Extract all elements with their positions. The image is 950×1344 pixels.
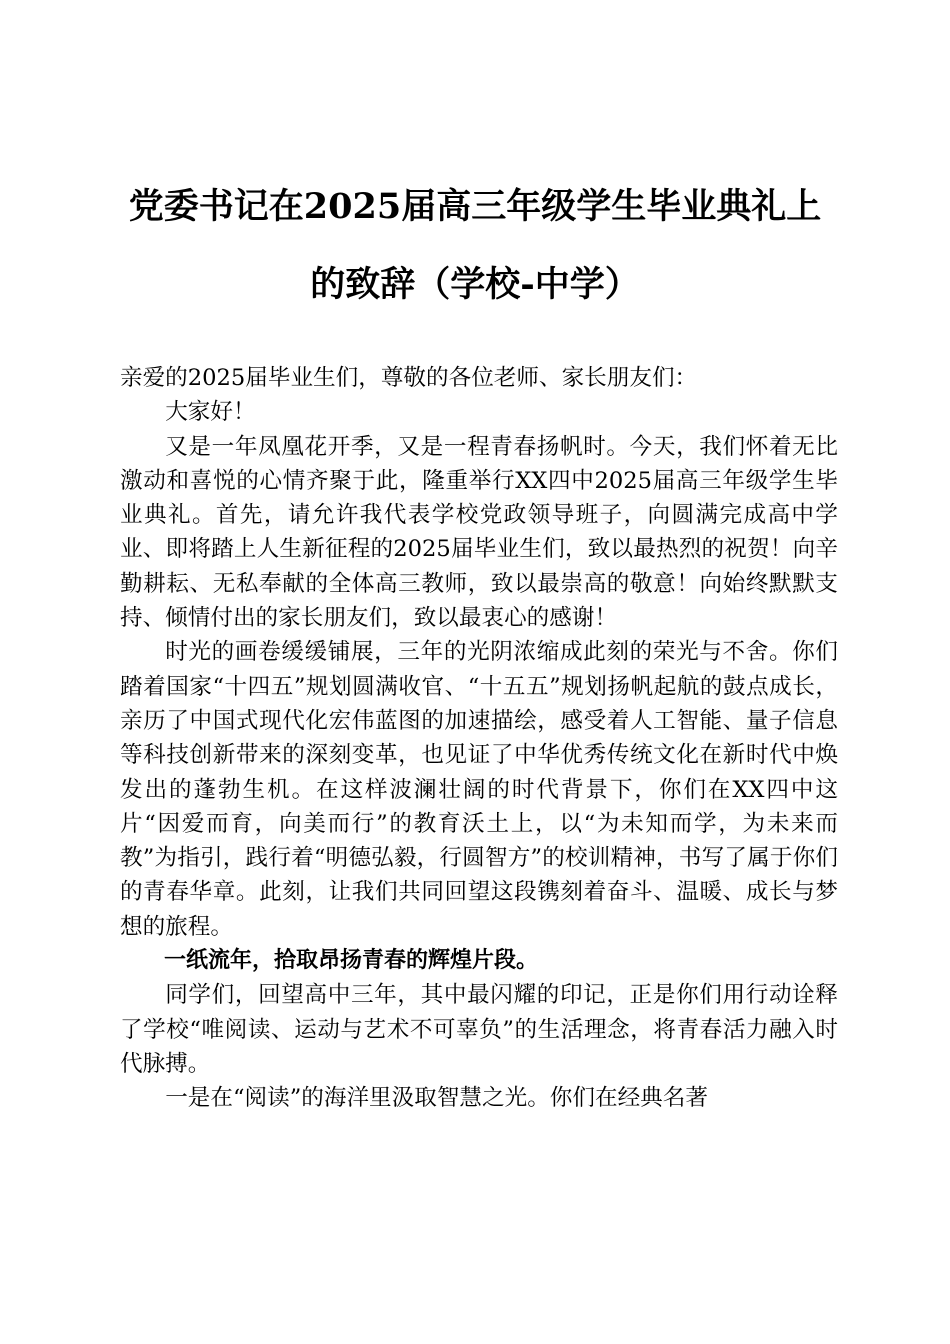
paragraph-opening: 又是一年凤凰花开季，又是一程青春扬帆时。今天，我们怀着无比激动和喜悦的心情齐聚于此，隆重举行XX四中2025届高三年级学生毕业典礼。首先，请允许我代表学校党政领导班子，向圆满完成高中学业、即将踏上人生新征程的2025届毕业生们，致以最热烈的祝贺！向辛勤耕耘、无私奉献的全体高三教师，致以最崇高的敬意！向始终默默支持、倾情付出的家长朋友们，致以最衷心的感谢！ (120, 433, 838, 632)
greeting: 大家好！ (165, 399, 256, 426)
document-title (110, 168, 840, 324)
title-line-2: 的致辞（学校-中学） (310, 264, 640, 305)
title-line-1: 党委书记在2025届高三年级学生毕业典礼上 (128, 186, 822, 227)
document-body (120, 361, 838, 1116)
paragraph-students-review: 同学们，回望高中三年，其中最闪耀的印记，正是你们用行动诠释了学校“唯阅读、运动与艺术不可辜负”的生活理念，将青春活力融入时代脉搏。 (120, 982, 838, 1077)
salutation: 亲爱的2025届毕业生们，尊敬的各位老师、家长朋友们： (120, 365, 698, 391)
paragraph-reading: 一是在“阅读”的海洋里汲取智慧之光。你们在经典名著 (165, 1085, 708, 1112)
section-heading: 一纸流年，拾取昂扬青春的辉煌片段。 (164, 948, 539, 974)
paragraph-time-review: 时光的画卷缓缓铺展，三年的光阴浓缩成此刻的荣光与不舍。你们踏着国家“十四五”规划圆满收官、“十五五”规划扬帆起航的鼓点成长，亲历了中国式现代化宏伟蓝图的加速描绘，感受着人工智能、量子信息等科技创新带来的深刻变革，也见证了中华优秀传统文化在新时代中焕发出的蓬勃生机。在这样波澜壮阔的时代背景下，你们在XX四中这片“因爱而育，向美而行”的教育沃土上，以“为未知而学，为未来而教”为指引，践行着“明德弘毅，行圆智方”的校训精神，书写了属于你们的青春华章。此刻，让我们共同回望这段镌刻着奋斗、温暖、成长与梦想的旅程。 (120, 639, 838, 940)
